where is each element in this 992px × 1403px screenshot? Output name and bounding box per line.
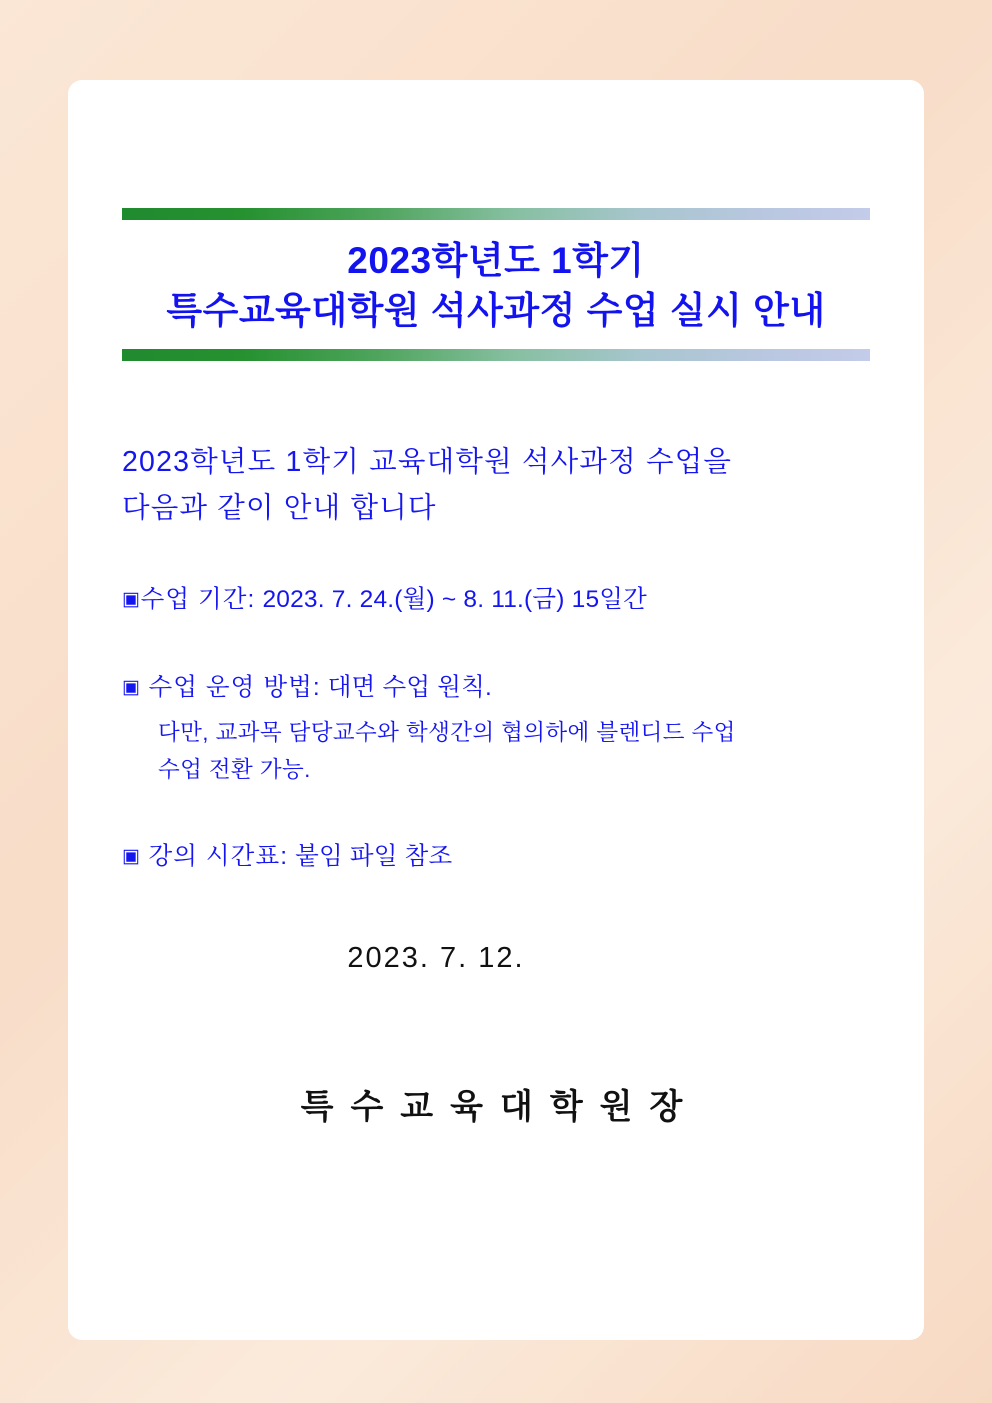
item-value: 붙임 파일 참조 (288, 843, 453, 871)
item-label: 강의 시간표: (140, 843, 289, 871)
square-bullet-icon: ▣ (122, 846, 141, 868)
signature-authority: 특수교육대학원장 (300, 1088, 700, 1127)
intro-line-2: 다음과 같이 안내 합니다 (122, 492, 437, 525)
square-bullet-icon: ▣ (122, 677, 141, 699)
item-class-period (122, 581, 870, 619)
title-rule-bottom (122, 349, 870, 361)
title-line-2: 특수교육대학원 석사과정 수업 실시 안내 (166, 289, 826, 331)
square-bullet-icon: ▣ (122, 589, 141, 611)
page-title (122, 220, 870, 349)
document-sheet (68, 80, 924, 1340)
intro-line-1: 2023학년도 1학기 교육대학원 석사과정 수업을 (122, 446, 733, 479)
item-timetable (122, 838, 870, 876)
title-line-1: 2023학년도 1학기 (347, 240, 645, 281)
item-operation-method (122, 669, 870, 788)
title-rule-top (122, 208, 870, 220)
item-label: 수업 기간: (140, 586, 256, 614)
document-content (122, 208, 870, 1128)
item-label: 수업 운영 방법: (140, 674, 321, 702)
issue-date: 2023. 7. 12. (347, 942, 525, 975)
intro-paragraph (122, 439, 870, 531)
item-value: 대면 수업 원칙. (320, 674, 493, 702)
item-value: 2023. 7. 24.(월) ~ 8. 11.(금) 15일간 (255, 586, 648, 614)
item-sub-line-2: 수업 전환 가능. (158, 756, 311, 782)
item-sub-line-1: 다만, 교과목 담당교수와 학생간의 협의하에 블렌디드 수업 (158, 720, 736, 746)
